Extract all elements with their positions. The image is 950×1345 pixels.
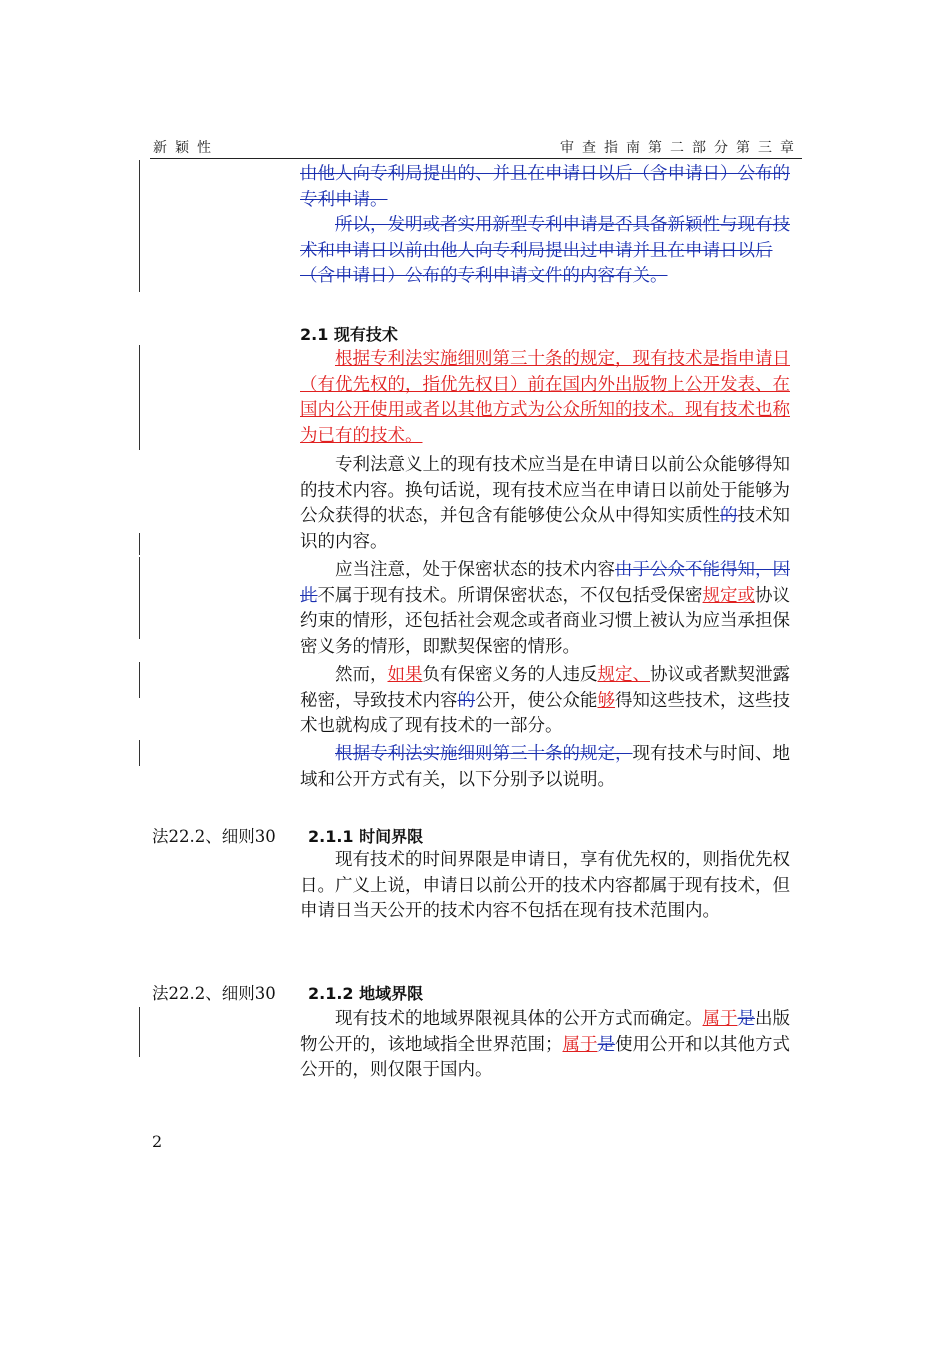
section-heading-2-1-1: 2.1.1 时间界限 bbox=[308, 827, 424, 846]
paragraph-public-knowledge bbox=[300, 453, 802, 555]
body-text: 现有技术的地域界限视具体的公开方式而确定。 bbox=[335, 1009, 703, 1029]
paragraph-breach bbox=[300, 663, 802, 740]
body-text: 技术知识的内容。 bbox=[300, 506, 790, 552]
body-text: 公开，使公众能 bbox=[475, 690, 598, 711]
intro-paragraph-2 bbox=[300, 213, 802, 290]
body-text: 应当注意，处于保密状态的技术内容 bbox=[335, 560, 615, 580]
deleted-text: 由于公众不能得知，因此 bbox=[300, 560, 790, 606]
inserted-text: 够 bbox=[597, 690, 615, 711]
body-text: 协议约束的情形，还包括社会观念或者商业习惯上被认为应当承担保密义务的情形，即默契保密的情形。 bbox=[300, 585, 790, 657]
deleted-text: 的 bbox=[720, 506, 738, 526]
deleted-text: 根据专利法实施细则第三十条的规定， bbox=[335, 744, 633, 764]
change-bar bbox=[139, 662, 140, 698]
body-text: 现有技术的时间界限是申请日，享有优先权的，则指优先权日。广义上说，申请日以前公开的技术内容都属于现有技术，但申请日当天公开的技术内容不包括在现有技术范围内。 bbox=[300, 850, 790, 921]
inserted-text: 根据专利法实施细则第三十条的规定，现有技术是指申请日（有优先权的，指优先权日）前在国内外出版物上公开发表、在国内公开使用或者以其他方式为公众所知的技术。现有技术也称为已有的技术。 bbox=[300, 349, 790, 446]
change-bar bbox=[139, 345, 140, 450]
inserted-paragraph bbox=[300, 347, 802, 449]
paragraph-geographic-limit bbox=[300, 1007, 802, 1084]
header-rule bbox=[150, 158, 802, 159]
deleted-text: 是 bbox=[597, 1034, 615, 1055]
change-bar bbox=[139, 160, 140, 292]
body-text: 得知这些技术，这些技术也就构成了现有技术的一部分。 bbox=[300, 690, 790, 736]
deleted-text: 是 bbox=[737, 1009, 755, 1029]
inserted-text: 属于 bbox=[702, 1009, 738, 1029]
running-header-right: 审查指南第二部分第三章 bbox=[560, 140, 802, 156]
margin-reference: 法22.2、细则30 bbox=[152, 984, 276, 1003]
deleted-text: 由他人向专利局提出的、并且在申请日以后（含申请日）公布的专利申请。 bbox=[300, 164, 790, 210]
change-bar bbox=[139, 1007, 140, 1057]
paragraph-time-limit bbox=[300, 848, 802, 925]
body-text: 使用公开和以其他方式公开的，则仅限于国内。 bbox=[300, 1034, 790, 1080]
section-heading-2-1: 2.1 现有技术 bbox=[300, 325, 398, 344]
change-bar bbox=[139, 533, 140, 555]
inserted-text: 属于 bbox=[562, 1034, 598, 1055]
inserted-text: 如果 bbox=[387, 665, 423, 685]
margin-reference: 法22.2、细则30 bbox=[152, 827, 276, 846]
body-text: 不属于现有技术。所谓保密状态，不仅包括受保密 bbox=[317, 585, 703, 606]
paragraph-summary bbox=[300, 742, 802, 793]
change-bar bbox=[139, 740, 140, 766]
intro-paragraph-1 bbox=[300, 162, 802, 213]
body-text: 现有技术与时间、地域和公开方式有关，以下分别予以说明。 bbox=[300, 744, 790, 790]
page-number: 2 bbox=[152, 1132, 163, 1151]
change-bar bbox=[139, 557, 140, 639]
body-text: 协议或者默契泄露秘密，导致技术内容 bbox=[300, 665, 790, 711]
body-text: 出版物公开的，该地域指全世界范围； bbox=[300, 1009, 790, 1055]
deleted-text: 所以，发明或者实用新型专利申请是否具备新颖性与现有技术和申请日以前由他人向专利局提出过申请并且在申请日以后（含申请日）公布的专利申请文件的内容有关。 bbox=[300, 215, 790, 286]
section-heading-2-1-2: 2.1.2 地域界限 bbox=[308, 984, 424, 1003]
inserted-text: 规定或 bbox=[702, 585, 755, 606]
body-text: 然而， bbox=[335, 665, 388, 685]
body-text: 负有保密义务的人违反 bbox=[422, 665, 598, 685]
inserted-text: 规定、 bbox=[597, 665, 650, 685]
deleted-text: 的 bbox=[457, 690, 475, 711]
paragraph-confidential bbox=[300, 558, 802, 660]
body-text: 专利法意义上的现有技术应当是在申请日以前公众能够得知的技术内容。换句话说，现有技术应当在申请日以前处于能够为公众获得的状态，并包含有能够使公众从中得知实质性 bbox=[300, 455, 790, 526]
running-header-left: 新颖性 bbox=[153, 140, 219, 156]
